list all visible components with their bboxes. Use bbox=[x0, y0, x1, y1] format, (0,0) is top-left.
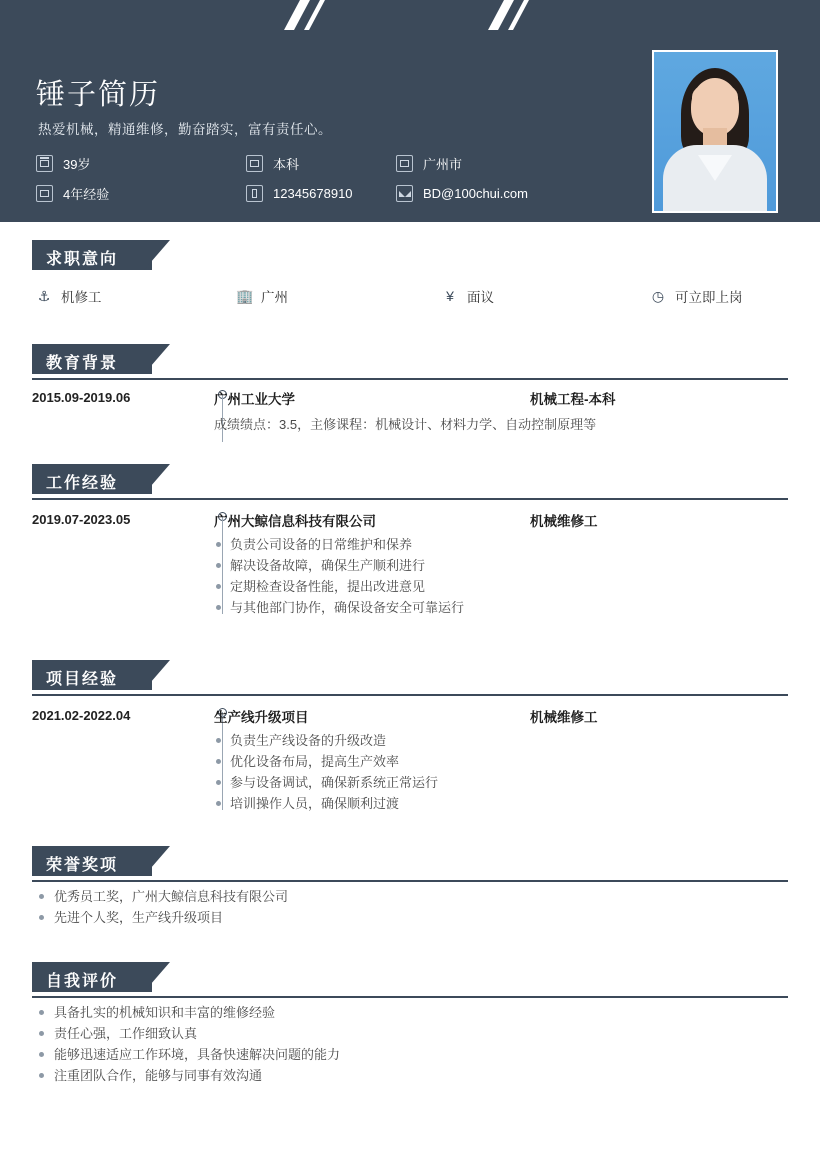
section-title: 教育背景 bbox=[46, 355, 119, 372]
project-date: 2021.02-2022.04 bbox=[32, 708, 131, 723]
candidate-tagline: 热爱机械，精通维修，勤奋踏实，富有责任心。 bbox=[38, 122, 332, 137]
contact-info-row bbox=[36, 154, 616, 173]
section-intention bbox=[0, 240, 820, 270]
info-phone-value: 12345678910 bbox=[273, 186, 353, 201]
list-item: 先进个人奖，生产线升级项目 bbox=[36, 907, 776, 928]
education-date: 2015.09-2019.06 bbox=[32, 390, 131, 405]
section-rule bbox=[32, 880, 788, 882]
avatar-collar bbox=[698, 155, 732, 181]
intention-salary-value: 面议 bbox=[467, 290, 494, 305]
resume-header bbox=[0, 30, 820, 222]
project-bullets bbox=[214, 730, 438, 814]
info-email-value: BD@100chui.com bbox=[423, 186, 528, 201]
honors-list bbox=[36, 886, 776, 928]
list-item: 能够迅速适应工作环境，具备快速解决问题的能力 bbox=[36, 1044, 776, 1065]
intention-availability-value: 可立即上岗 bbox=[675, 290, 743, 305]
info-age bbox=[36, 154, 246, 173]
intention-salary bbox=[442, 286, 650, 306]
list-item: 负责公司设备的日常维护和保养 bbox=[214, 534, 464, 555]
section-work bbox=[0, 464, 820, 494]
info-city-value: 广州市 bbox=[423, 157, 463, 172]
mail-icon bbox=[396, 185, 413, 202]
education-school: 广州工业大学 bbox=[214, 392, 295, 407]
info-age-value: 39岁 bbox=[63, 157, 91, 172]
section-title: 求职意向 bbox=[46, 251, 119, 268]
section-heading bbox=[32, 846, 174, 876]
section-honors bbox=[0, 846, 820, 876]
education-major: 机械工程-本科 bbox=[530, 392, 616, 407]
info-education-value: 本科 bbox=[273, 157, 300, 172]
list-item: 优秀员工奖，广州大鲸信息科技有限公司 bbox=[36, 886, 776, 907]
self-evaluation-list bbox=[36, 1002, 776, 1086]
list-item: 与其他部门协作，确保设备安全可靠运行 bbox=[214, 597, 464, 618]
avatar bbox=[652, 50, 778, 213]
section-rule bbox=[32, 378, 788, 380]
list-item: 参与设备调试，确保新系统正常运行 bbox=[214, 772, 438, 793]
ribbon-tail bbox=[144, 962, 170, 992]
city-icon: 🏢 bbox=[236, 287, 254, 304]
list-item: 培训操作人员，确保顺利过渡 bbox=[214, 793, 438, 814]
info-city bbox=[396, 154, 616, 173]
intention-items bbox=[36, 286, 792, 306]
section-title: 荣誉奖项 bbox=[46, 857, 119, 874]
list-item: 注重团队合作，能够与同事有效沟通 bbox=[36, 1065, 776, 1086]
list-item: 负责生产线设备的升级改造 bbox=[214, 730, 438, 751]
city-icon bbox=[396, 155, 413, 172]
phone-icon bbox=[246, 185, 263, 202]
project-name: 生产线升级项目 bbox=[214, 710, 309, 725]
contact-info-grid bbox=[36, 154, 616, 214]
intention-position bbox=[36, 286, 236, 306]
top-decor-bar bbox=[0, 0, 820, 30]
section-heading bbox=[32, 962, 174, 992]
ribbon-tail bbox=[144, 464, 170, 494]
section-rule bbox=[32, 694, 788, 696]
info-education bbox=[246, 154, 396, 173]
clock-icon: ◷ bbox=[651, 287, 665, 304]
section-heading bbox=[32, 240, 174, 270]
section-heading bbox=[32, 464, 174, 494]
education-icon bbox=[246, 155, 263, 172]
info-experience bbox=[36, 184, 246, 203]
intention-position-value: 机修工 bbox=[61, 290, 102, 305]
calendar-icon bbox=[36, 155, 53, 172]
intention-city bbox=[236, 286, 442, 306]
info-email bbox=[396, 184, 616, 203]
salary-icon: ¥ bbox=[446, 288, 454, 304]
ribbon-tail bbox=[144, 344, 170, 374]
info-phone bbox=[246, 184, 396, 203]
ribbon-tail bbox=[144, 660, 170, 690]
avatar-fringe-gap bbox=[692, 82, 738, 112]
work-bullets bbox=[214, 534, 464, 618]
section-title: 项目经验 bbox=[46, 671, 119, 688]
section-title: 工作经验 bbox=[46, 475, 119, 492]
section-education bbox=[0, 344, 820, 374]
list-item: 责任心强，工作细致认真 bbox=[36, 1023, 776, 1044]
contact-info-row bbox=[36, 184, 616, 203]
section-title: 自我评价 bbox=[46, 973, 119, 990]
ribbon-tail bbox=[144, 240, 170, 270]
info-experience-value: 4年经验 bbox=[63, 187, 110, 202]
list-item: 具备扎实的机械知识和丰富的维修经验 bbox=[36, 1002, 776, 1023]
list-item: 定期检查设备性能，提出改进意见 bbox=[214, 576, 464, 597]
section-self-evaluation bbox=[0, 962, 820, 992]
list-item: 解决设备故障，确保生产顺利进行 bbox=[214, 555, 464, 576]
work-title: 机械维修工 bbox=[530, 514, 598, 529]
section-rule bbox=[32, 498, 788, 500]
work-company: 广州大鲸信息科技有限公司 bbox=[214, 514, 376, 529]
experience-icon bbox=[36, 185, 53, 202]
list-item: 优化设备布局，提高生产效率 bbox=[214, 751, 438, 772]
position-icon: ⚓ bbox=[37, 287, 51, 304]
intention-city-value: 广州 bbox=[261, 290, 288, 305]
section-rule bbox=[32, 996, 788, 998]
candidate-name: 锤子简历 bbox=[36, 79, 161, 111]
section-project bbox=[0, 660, 820, 690]
work-date: 2019.07-2023.05 bbox=[32, 512, 131, 527]
project-role: 机械维修工 bbox=[530, 710, 598, 725]
section-heading bbox=[32, 660, 174, 690]
intention-availability bbox=[650, 286, 743, 306]
section-heading bbox=[32, 344, 174, 374]
education-desc: 成绩绩点：3.5，主修课程：机械设计、材料力学、自动控制原理等 bbox=[214, 417, 597, 432]
ribbon-tail bbox=[144, 846, 170, 876]
